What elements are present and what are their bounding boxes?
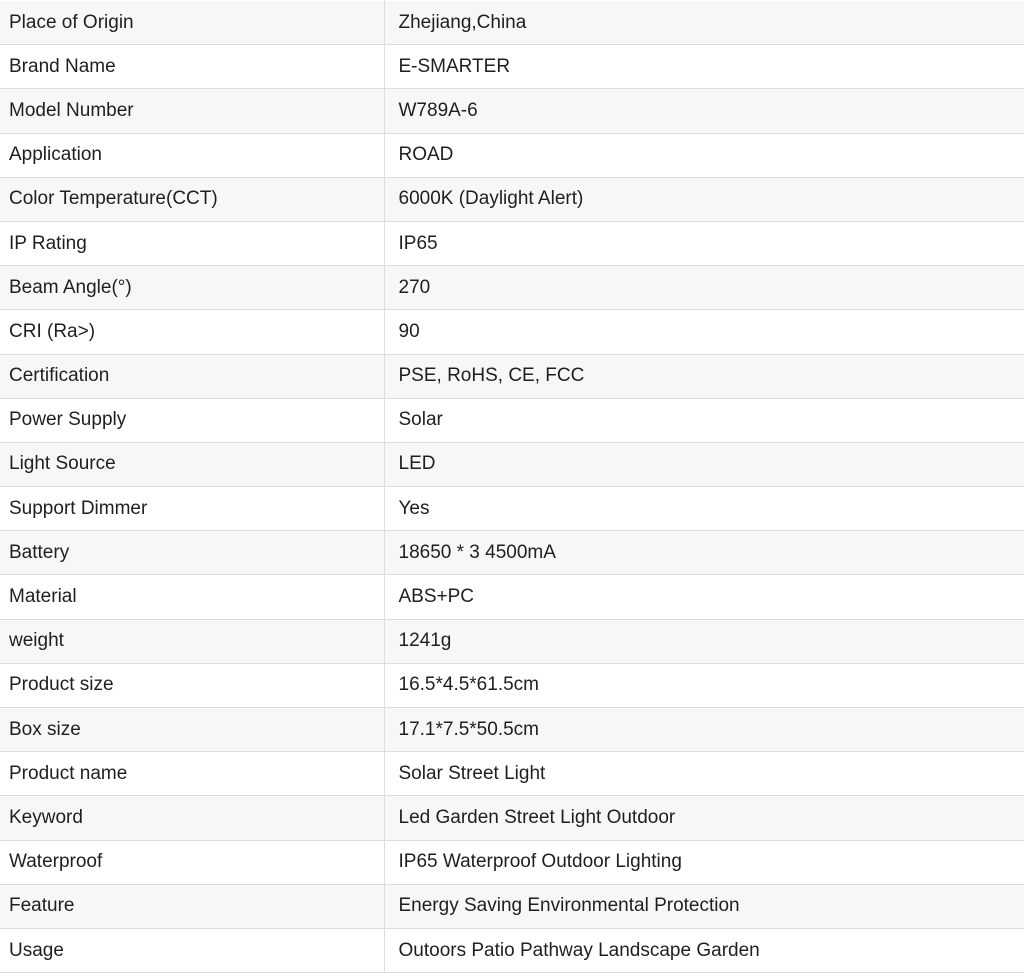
spec-label: Product name — [0, 752, 384, 796]
spec-value: Solar Street Light — [384, 752, 1024, 796]
spec-value: 6000K (Daylight Alert) — [384, 177, 1024, 221]
table-row — [0, 45, 1024, 89]
spec-value: ROAD — [384, 133, 1024, 177]
spec-value: 17.1*7.5*50.5cm — [384, 708, 1024, 752]
spec-value: 16.5*4.5*61.5cm — [384, 663, 1024, 707]
table-row — [0, 619, 1024, 663]
spec-value: IP65 Waterproof Outdoor Lighting — [384, 840, 1024, 884]
spec-label: Battery — [0, 531, 384, 575]
spec-label: Material — [0, 575, 384, 619]
spec-label: Feature — [0, 884, 384, 928]
spec-value: 18650 * 3 4500mA — [384, 531, 1024, 575]
table-row — [0, 266, 1024, 310]
table-row — [0, 442, 1024, 486]
spec-label: Beam Angle(°) — [0, 266, 384, 310]
spec-value: PSE, RoHS, CE, FCC — [384, 354, 1024, 398]
spec-label: Application — [0, 133, 384, 177]
table-row — [0, 752, 1024, 796]
spec-table-body — [0, 1, 1024, 973]
spec-value: Outoors Patio Pathway Landscape Garden — [384, 928, 1024, 972]
table-row — [0, 796, 1024, 840]
table-row — [0, 884, 1024, 928]
spec-value: 1241g — [384, 619, 1024, 663]
table-row — [0, 708, 1024, 752]
table-row — [0, 89, 1024, 133]
table-row — [0, 354, 1024, 398]
table-row — [0, 487, 1024, 531]
table-row — [0, 531, 1024, 575]
table-row — [0, 398, 1024, 442]
spec-label: Waterproof — [0, 840, 384, 884]
spec-label: IP Rating — [0, 221, 384, 265]
spec-label: Power Supply — [0, 398, 384, 442]
spec-label: Keyword — [0, 796, 384, 840]
spec-value: E-SMARTER — [384, 45, 1024, 89]
table-row — [0, 133, 1024, 177]
spec-value: 90 — [384, 310, 1024, 354]
spec-value: Yes — [384, 487, 1024, 531]
spec-value: Led Garden Street Light Outdoor — [384, 796, 1024, 840]
spec-value: IP65 — [384, 221, 1024, 265]
table-row — [0, 221, 1024, 265]
spec-value: ABS+PC — [384, 575, 1024, 619]
spec-label: CRI (Ra>) — [0, 310, 384, 354]
spec-label: Brand Name — [0, 45, 384, 89]
spec-label: Support Dimmer — [0, 487, 384, 531]
table-row — [0, 310, 1024, 354]
table-row — [0, 575, 1024, 619]
table-row — [0, 928, 1024, 972]
spec-value: Solar — [384, 398, 1024, 442]
spec-label: Place of Origin — [0, 1, 384, 45]
table-row — [0, 663, 1024, 707]
spec-label: Usage — [0, 928, 384, 972]
spec-label: Model Number — [0, 89, 384, 133]
table-row — [0, 177, 1024, 221]
spec-label: Product size — [0, 663, 384, 707]
spec-label: Certification — [0, 354, 384, 398]
table-row — [0, 1, 1024, 45]
spec-label: Box size — [0, 708, 384, 752]
spec-label: Color Temperature(CCT) — [0, 177, 384, 221]
spec-value: Zhejiang,China — [384, 1, 1024, 45]
spec-label: weight — [0, 619, 384, 663]
table-row — [0, 840, 1024, 884]
spec-value: W789A-6 — [384, 89, 1024, 133]
spec-value: Energy Saving Environmental Protection — [384, 884, 1024, 928]
spec-label: Light Source — [0, 442, 384, 486]
spec-value: 270 — [384, 266, 1024, 310]
spec-value: LED — [384, 442, 1024, 486]
